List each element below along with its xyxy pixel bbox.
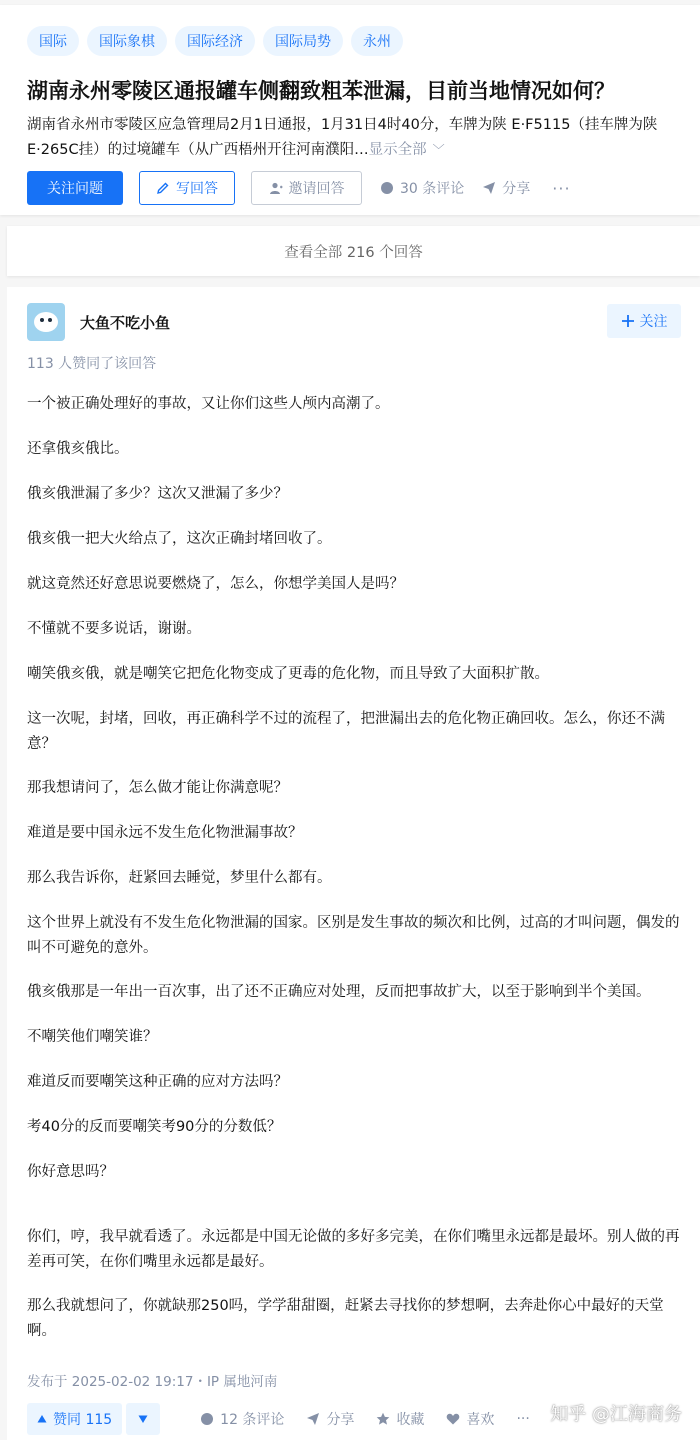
topic-tag[interactable]: 永州 (351, 26, 403, 56)
question-share-label: 分享 (502, 181, 531, 197)
pencil-icon (156, 181, 170, 195)
avatar-eye (40, 318, 44, 322)
description-text: E·265C挂）的过境罐车（从广西梧州开往河南濮阳… (27, 142, 369, 158)
question-share-button[interactable] (482, 178, 530, 198)
answer-paragraph: 还拿俄亥俄比。 (27, 441, 129, 457)
answer-comments-button[interactable] (200, 1409, 284, 1429)
answer-paragraph: 你们，哼，我早就看透了。永远都是中国无论做的多好多完美，在你们嘴里永远都是最坏。别人做的再差再可笑，在你们嘴里永远都是最好。 (27, 1229, 680, 1270)
write-answer-label: 写回答 (176, 181, 218, 197)
chevron-down-icon[interactable]: ﹀ (432, 143, 445, 157)
question-comments-button[interactable] (380, 178, 464, 198)
answer-paragraph: 那我想请问了，怎么做才能让你满意呢？ (27, 780, 288, 796)
question-comments-label: 30 条评论 (400, 181, 465, 197)
answer-paragraph: 不嘲笑他们嘲笑谁？ (27, 1029, 158, 1045)
view-all-answers-button[interactable]: 查看全部 216 个回答 (7, 226, 700, 276)
answer-paragraph: 难道是要中国永远不发生危化物泄漏事故？ (27, 825, 303, 841)
answer-paragraph: 俄亥俄泄漏了多少？这次又泄漏了多少？ (27, 486, 288, 502)
topic-tags (27, 26, 403, 56)
invite-answer-label: 邀请回答 (288, 181, 345, 197)
answer-comments-label: 12 条评论 (220, 1412, 285, 1428)
avatar[interactable] (27, 303, 65, 341)
downvote-button[interactable] (126, 1403, 160, 1435)
favorite-label: 收藏 (396, 1412, 425, 1428)
answer-paragraph: 这个世界上就没有不发生危化物泄漏的国家。区别是发生事故的频次和比例，过高的才叫问题，偶发的叫不可避免的意外。 (27, 915, 680, 956)
answer-paragraph: 你好意思吗？ (27, 1164, 114, 1180)
description-line: 湖南省永州市零陵区应急管理局2月1日通报，1月31日4时40分，车牌为陕 E·F5115（挂车牌为陕 (27, 117, 658, 133)
topic-tag[interactable]: 国际 (27, 26, 79, 56)
comment-icon (380, 181, 394, 195)
answer-paragraph: 那么我告诉你，赶紧回去睡觉，梦里什么都有。 (27, 870, 332, 886)
triangle-up-icon (37, 1414, 47, 1424)
triangle-down-icon (138, 1414, 148, 1424)
more-options-button[interactable]: ··· (552, 178, 571, 198)
write-answer-button[interactable] (139, 171, 235, 205)
answer-paragraph: 俄亥俄一把大火给点了，这次正确封堵回收了。 (27, 531, 332, 547)
plus-icon (621, 314, 635, 328)
question-description (27, 113, 677, 163)
invite-answer-button[interactable] (251, 171, 362, 205)
answer-more-button[interactable]: ··· (516, 1411, 530, 1427)
author-info (27, 303, 170, 341)
invite-user-icon (269, 181, 283, 195)
answer-actions (27, 1403, 530, 1435)
show-all-link[interactable]: 显示全部 (368, 142, 427, 158)
topic-tag[interactable]: 国际局势 (263, 26, 343, 56)
answer-share-label: 分享 (326, 1412, 355, 1428)
answer-paragraph: 难道反而要嘲笑这种正确的应对方法吗？ (27, 1074, 288, 1090)
avatar-face (34, 312, 58, 332)
answer-paragraph: 一个被正确处理好的事故，又让你们这些人颅内高潮了。 (27, 396, 390, 412)
like-button[interactable] (446, 1409, 494, 1429)
answer-paragraph: 嘲笑俄亥俄，就是嘲笑它把危化物变成了更毒的危化物，而且导致了大面积扩散。 (27, 666, 549, 682)
topic-tag[interactable]: 国际象棋 (87, 26, 167, 56)
vote-summary: 113 人赞同了该回答 (27, 356, 157, 372)
comment-icon (200, 1412, 214, 1426)
follow-author-button[interactable] (607, 304, 681, 338)
share-icon (482, 181, 496, 195)
answer-paragraph: 不懂就不要多说话，谢谢。 (27, 621, 201, 637)
answer-paragraph: 就这竟然还好意思说要燃烧了，怎么，你想学美国人是吗？ (27, 576, 404, 592)
like-label: 喜欢 (466, 1412, 495, 1428)
answer-paragraph: 俄亥俄那是一年出一百次事，出了还不正确应对处理，反而把事故扩大，以至于影响到半个美国。 (27, 984, 651, 1000)
question-actions (27, 171, 571, 205)
watermark: 知乎 @江海商务 (550, 1404, 682, 1425)
question-title[interactable]: 湖南永州零陵区通报罐车侧翻致粗苯泄漏，目前当地情况如何？ (27, 79, 615, 103)
follow-question-button[interactable]: 关注问题 (27, 171, 123, 205)
answer-paragraph: 这一次呢，封堵，回收，再正确科学不过的流程了，把泄漏出去的危化物正确回收。怎么，你还不满意？ (27, 711, 665, 752)
topic-tag[interactable]: 国际经济 (175, 26, 255, 56)
avatar-eye (48, 318, 52, 322)
answer-paragraph: 那么我就想问了，你就缺那250吗，学学甜甜圈，赶紧去寻找你的梦想啊，去奔赴你心中最好的天堂啊。 (27, 1298, 664, 1339)
answer-share-button[interactable] (306, 1409, 354, 1429)
answer-card (7, 287, 700, 1440)
author-name[interactable]: 大鱼不吃小鱼 (80, 313, 171, 332)
favorite-button[interactable] (376, 1409, 424, 1429)
publish-info: 发布于 2025-02-02 19:17・IP 属地河南 (27, 1374, 278, 1390)
question-header (0, 5, 700, 215)
upvote-label: 赞同 115 (53, 1412, 113, 1428)
star-icon (376, 1412, 390, 1426)
upvote-button[interactable] (27, 1403, 122, 1435)
heart-icon (446, 1412, 460, 1426)
answer-paragraph: 考40分的反而要嘲笑考90分的分数低？ (27, 1119, 282, 1135)
share-icon (306, 1412, 320, 1426)
follow-author-label: 关注 (639, 314, 668, 330)
description-line-2 (27, 138, 677, 163)
